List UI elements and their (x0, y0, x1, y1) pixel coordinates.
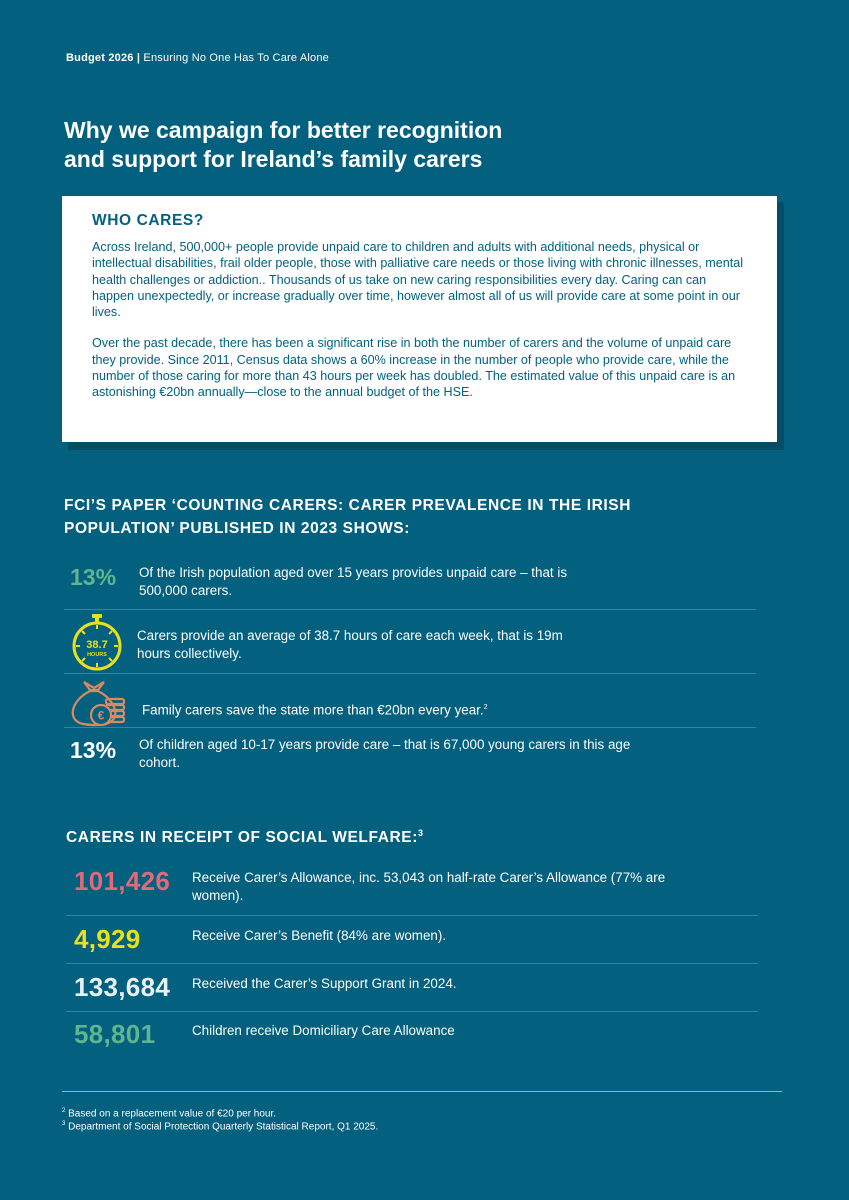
stopwatch-value: 38.7 (86, 639, 108, 651)
stat-text (142, 699, 592, 719)
welfare-text: Received the Carer’s Support Grant in 2024. (192, 976, 457, 991)
fci-heading-line-1: FCI’S PAPER ‘COUNTING CARERS: CARER PREVALENCE IN THE IRISH (64, 497, 632, 514)
welfare-number: 133,684 (74, 972, 171, 1002)
header-budget-label: Budget 2026 | (66, 52, 141, 64)
stat-figure: 13% (70, 564, 117, 590)
footnote-number: 2 (62, 1108, 66, 1114)
stat-text: Carers provide an average of 38.7 hours of care each week, that is 19m hours collectively. (137, 628, 563, 661)
footnote-divider (62, 1091, 782, 1092)
page-title (64, 116, 704, 174)
fci-heading-line-2: POPULATION’ PUBLISHED IN 2023 SHOWS: (64, 520, 411, 537)
stat-row-savings (64, 674, 756, 728)
who-cares-heading: WHO CARES? (92, 212, 204, 229)
footnote-text: Based on a replacement value of €20 per hour. (68, 1108, 277, 1120)
stat-row-population (64, 557, 756, 610)
stopwatch-unit: HOURS (87, 652, 107, 658)
fci-section-heading (64, 494, 764, 540)
footnote-ref: 2 (483, 704, 488, 711)
footnote-number: 3 (62, 1121, 66, 1127)
welfare-heading-text: CARERS IN RECEIPT OF SOCIAL WELFARE: (66, 829, 418, 847)
footnote-3 (62, 1118, 378, 1133)
welfare-text: Children receive Domiciliary Care Allowance (192, 1023, 455, 1038)
welfare-row-carers-benefit (66, 916, 758, 964)
who-cares-paragraph-2: Over the past decade, there has been a significant rise in both the number of carers and the volume of unpaid care they provide. Since 2011, Census data shows a 60% increase in the number of people who provide care, while the number of those caring for more than 43 hours per week has doubled. The estimated value of this unpaid care is an astonishing €20bn annually—close to the annual budget of the HSE. (92, 336, 736, 400)
who-cares-paragraph-1: Across Ireland, 500,000+ people provide unpaid care to children and adults with additional needs, physical or intellectual disabilities, frail older people, those with palliative care needs or those living with chronic illnesses, mental health challenges or addiction.. Thousands of us take on new caring responsibilities every day. Caring can can happen unexpectedly, or increase gradually over time, however almost all of us will provide care at some point in our lives. (92, 240, 744, 320)
svg-text:€: € (97, 708, 105, 723)
welfare-row-domiciliary (66, 1012, 758, 1060)
welfare-section-heading (66, 822, 766, 849)
money-bag-icon (68, 676, 130, 728)
header-subtitle: Ensuring No One Has To Care Alone (143, 52, 329, 64)
welfare-row-support-grant (66, 964, 758, 1012)
stat-text-body: Family carers save the state more than €20bn every year. (142, 702, 484, 718)
welfare-number: 4,929 (74, 924, 141, 954)
running-header (66, 52, 329, 64)
welfare-number: 58,801 (74, 1019, 156, 1049)
welfare-text: Receive Carer’s Benefit (84% are women). (192, 928, 447, 943)
who-cares-card (62, 196, 777, 442)
footnote-text: Department of Social Protection Quarterly Statistical Report, Q1 2025. (68, 1121, 379, 1133)
stat-row-hours (64, 610, 756, 674)
page-title-line-2: and support for Ireland’s family carers (64, 146, 483, 172)
stat-text: Of children aged 10-17 years provide care – that is 67,000 young carers in this age cohort. (139, 737, 631, 770)
stat-figure: 13% (70, 737, 117, 763)
stat-text: Of the Irish population aged over 15 years provides unpaid care – that is 500,000 carers. (139, 565, 568, 598)
welfare-row-carers-allowance (66, 858, 758, 916)
welfare-text: Receive Carer’s Allowance, inc. 53,043 on half-rate Carer’s Allowance (77% are women). (192, 870, 666, 903)
welfare-number: 101,426 (74, 866, 171, 896)
footnote-ref: 3 (418, 828, 424, 838)
page-title-line-1: Why we campaign for better recognition (64, 117, 503, 143)
stat-row-young-carers (64, 728, 756, 786)
stopwatch-icon (68, 612, 126, 672)
